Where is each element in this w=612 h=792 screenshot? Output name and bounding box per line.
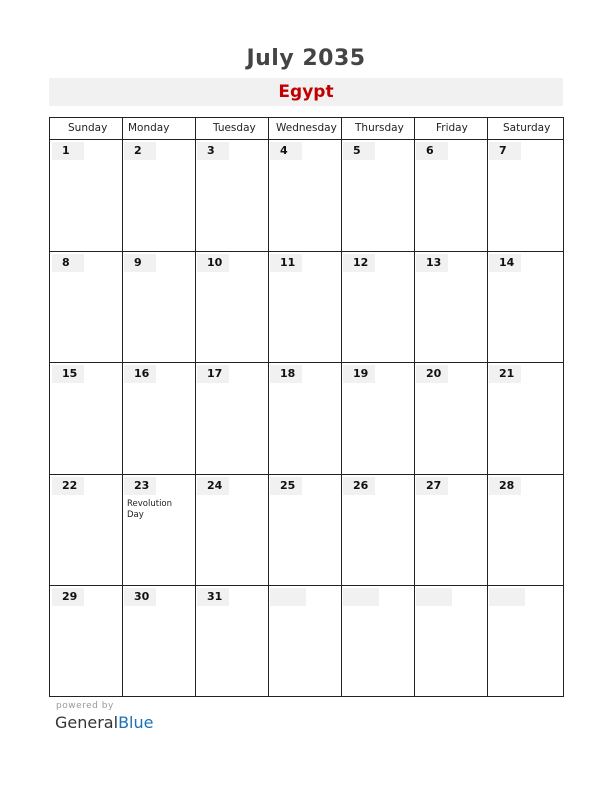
day-number [270, 588, 306, 606]
day-cell[interactable] [50, 475, 122, 586]
day-cell[interactable] [122, 475, 195, 586]
day-cell[interactable] [195, 140, 268, 251]
day-cell[interactable] [195, 586, 268, 697]
day-cell[interactable] [487, 475, 563, 586]
day-number: 30 [124, 588, 156, 606]
day-number: 5 [343, 142, 375, 160]
day-cell[interactable] [122, 586, 195, 697]
day-number: 13 [416, 254, 448, 272]
day-cell[interactable] [268, 363, 341, 474]
generalblue-logo[interactable] [55, 713, 153, 732]
day-number [489, 588, 525, 606]
day-cell[interactable] [122, 363, 195, 474]
calendar-grid [49, 117, 564, 697]
weekday-header-0: Sunday [68, 122, 108, 134]
day-number: 15 [52, 365, 84, 383]
day-number: 7 [489, 142, 521, 160]
day-number: 2 [124, 142, 156, 160]
day-cell[interactable] [414, 475, 487, 586]
day-cell[interactable] [195, 252, 268, 363]
day-cell[interactable] [341, 586, 414, 697]
day-cell[interactable] [50, 586, 122, 697]
day-cell[interactable] [341, 363, 414, 474]
day-number: 23 [124, 477, 156, 495]
day-number: 25 [270, 477, 302, 495]
day-number: 9 [124, 254, 156, 272]
day-cell[interactable] [50, 140, 122, 251]
day-number: 21 [489, 365, 521, 383]
day-cell[interactable] [122, 140, 195, 251]
weekday-header-4: Thursday [355, 122, 404, 134]
powered-by-text: powered by [56, 701, 114, 711]
day-number: 11 [270, 254, 302, 272]
day-cell[interactable] [268, 586, 341, 697]
brand-blue: Blue [118, 713, 154, 732]
day-number: 29 [52, 588, 84, 606]
day-cell[interactable] [122, 252, 195, 363]
day-cell[interactable] [341, 475, 414, 586]
day-number: 6 [416, 142, 448, 160]
day-number: 10 [197, 254, 229, 272]
day-cell[interactable] [50, 252, 122, 363]
day-number: 12 [343, 254, 375, 272]
day-cell[interactable] [341, 140, 414, 251]
day-cell[interactable] [50, 363, 122, 474]
day-cell[interactable] [414, 140, 487, 251]
day-cell[interactable] [268, 475, 341, 586]
day-number: 28 [489, 477, 521, 495]
weekday-header-5: Friday [436, 122, 468, 134]
day-number: 31 [197, 588, 229, 606]
day-cell[interactable] [414, 252, 487, 363]
day-number: 16 [124, 365, 156, 383]
day-number [416, 588, 452, 606]
day-number: 27 [416, 477, 448, 495]
day-cell[interactable] [487, 586, 563, 697]
day-number: 8 [52, 254, 84, 272]
day-cell[interactable] [487, 140, 563, 251]
day-number: 1 [52, 142, 84, 160]
day-cell[interactable] [195, 363, 268, 474]
day-number: 4 [270, 142, 302, 160]
weekday-header-3: Wednesday [276, 122, 337, 134]
day-number: 3 [197, 142, 229, 160]
day-cell[interactable] [341, 252, 414, 363]
day-cell[interactable] [414, 586, 487, 697]
weekday-header-1: Monday [128, 122, 170, 134]
calendar-title: July 2035 [246, 46, 366, 71]
brand-general: General [55, 713, 119, 732]
day-number: 17 [197, 365, 229, 383]
day-cell[interactable] [195, 475, 268, 586]
holiday-event: Revolution Day [127, 498, 173, 520]
day-number [343, 588, 379, 606]
day-number: 19 [343, 365, 375, 383]
day-number: 24 [197, 477, 229, 495]
country-label: Egypt [49, 78, 563, 106]
day-cell[interactable] [414, 363, 487, 474]
day-cell[interactable] [487, 363, 563, 474]
day-number: 26 [343, 477, 375, 495]
day-cell[interactable] [487, 252, 563, 363]
day-number: 18 [270, 365, 302, 383]
day-number: 20 [416, 365, 448, 383]
day-cell[interactable] [268, 252, 341, 363]
weekday-header-6: Saturday [503, 122, 551, 134]
day-number: 14 [489, 254, 521, 272]
day-cell[interactable] [268, 140, 341, 251]
weekday-header-2: Tuesday [213, 122, 256, 134]
day-number: 22 [52, 477, 84, 495]
